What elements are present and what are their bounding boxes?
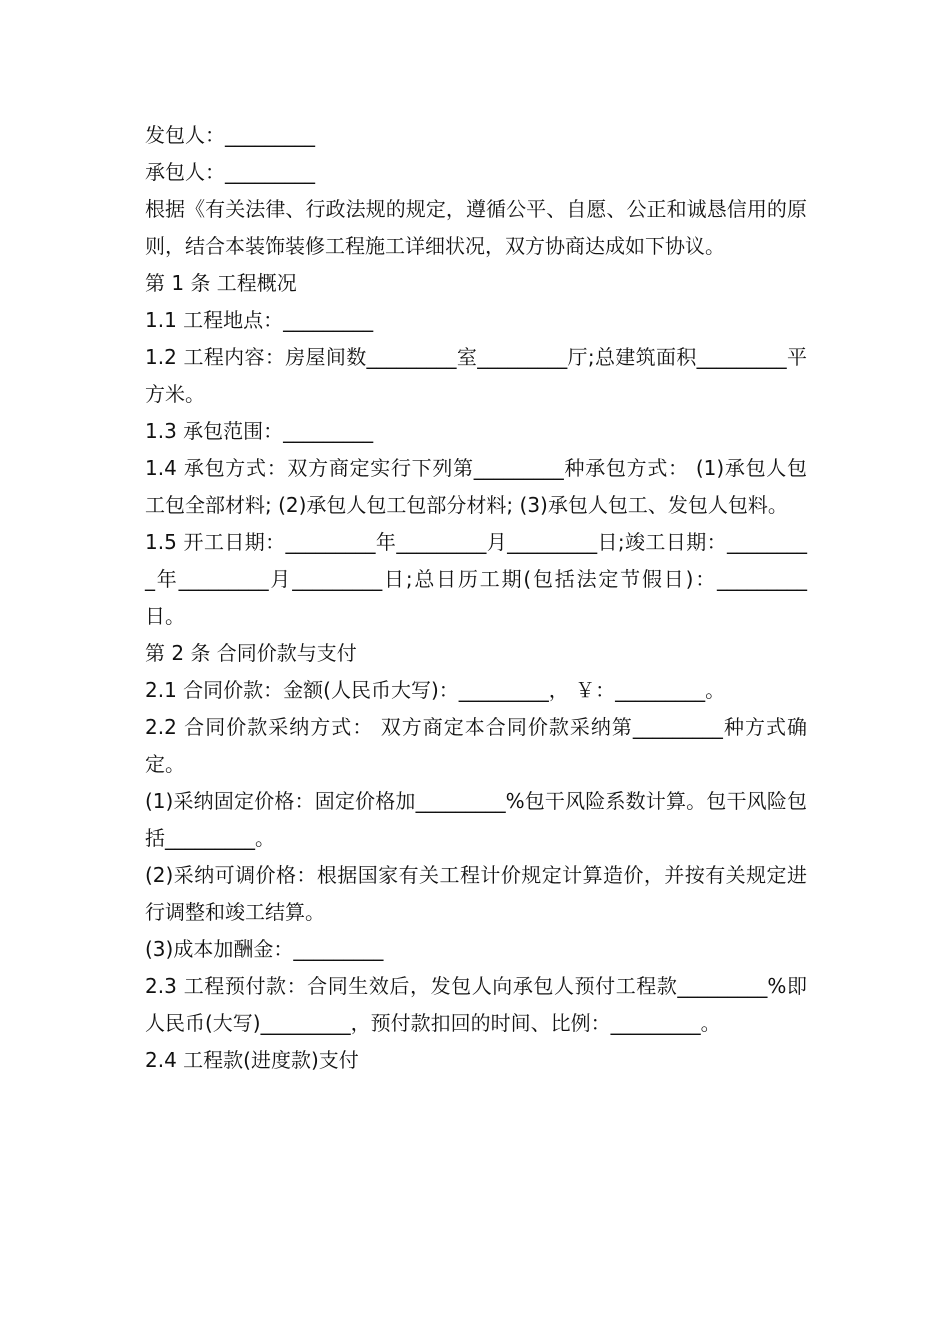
- clause-1-3: 1.3 承包范围：_________: [145, 419, 374, 443]
- contractor-line: 承包人：_________: [145, 160, 315, 184]
- employer-line: 发包人：_________: [145, 123, 315, 147]
- clause-1-4: 1.4 承包方式：双方商定实行下列第_________种承包方式： (1)承包人包工包全部材料; (2)承包人包工包部分材料; (3)承包人包工、发包人包料。: [145, 456, 807, 517]
- clause-2-2: 2.2 合同价款采纳方式： 双方商定本合同价款采纳第_________种方式确定。: [145, 715, 807, 776]
- article-1-heading: 第 1 条 工程概况: [145, 271, 297, 295]
- article-2-heading: 第 2 条 合同价款与支付: [145, 641, 357, 665]
- clause-2-1: 2.1 合同价款：金额(人民币大写)：_________， ￥：_________。: [145, 678, 726, 702]
- clause-2-2-option-3: (3)成本加酬金：_________: [145, 937, 384, 961]
- clause-1-2: 1.2 工程内容：房屋间数_________室_________厅;总建筑面积_________平方米。: [145, 345, 807, 406]
- clause-2-3: 2.3 工程预付款：合同生效后，发包人向承包人预付工程款_________%即人民币(大写)_________，预付款扣回的时间、比例：_________。: [145, 974, 807, 1035]
- clause-2-2-option-2: (2)采纳可调价格：根据国家有关工程计价规定计算造价，并按有关规定进行调整和竣工结算。: [145, 863, 807, 924]
- preamble-paragraph: 根据《有关法律、行政法规的规定，遵循公平、自愿、公正和诚恳信用的原则，结合本装饰装修工程施工详细状况，双方协商达成如下协议。: [145, 197, 807, 258]
- clause-1-1: 1.1 工程地点：_________: [145, 308, 374, 332]
- clause-2-2-option-1: (1)采纳固定价格：固定价格加_________%包干风险系数计算。包干风险包括_________。: [145, 789, 807, 850]
- clause-1-5: 1.5 开工日期：_________年_________月_________日;竣工日期：_________年_________月_________日;总日历工期(包括法定节假日)：_________日。: [145, 530, 807, 628]
- clause-2-4: 2.4 工程款(进度款)支付: [145, 1048, 359, 1072]
- document-page: [145, 117, 807, 1079]
